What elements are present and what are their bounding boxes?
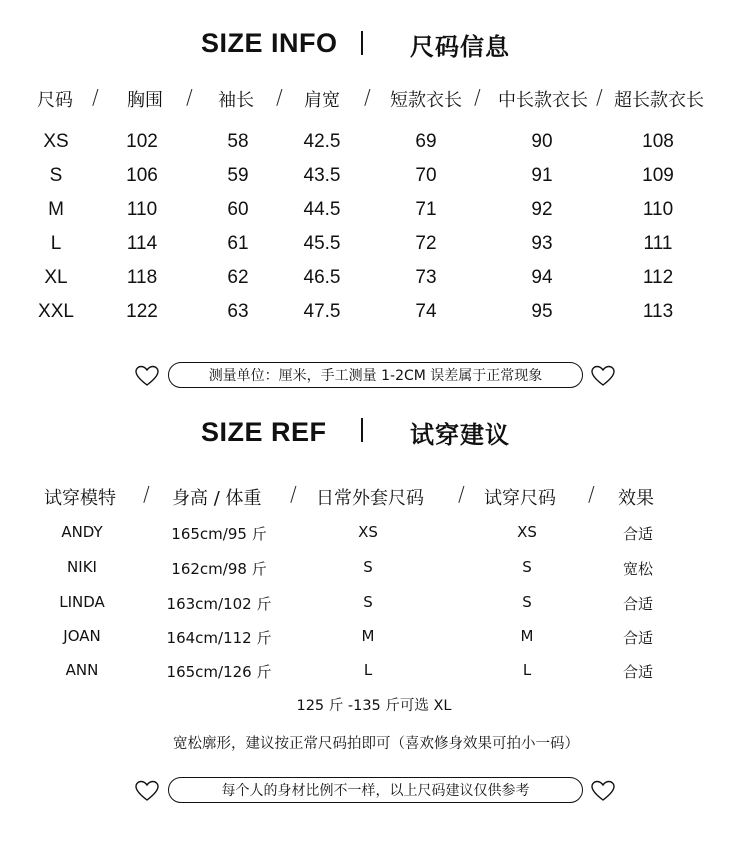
- measurement-cell: 73: [415, 267, 437, 288]
- model-name-cell: NIKI: [67, 558, 97, 576]
- model-name-cell: JOAN: [63, 627, 101, 645]
- measurement-cell: 95: [531, 301, 553, 322]
- measurement-cell: 45.5: [303, 233, 341, 254]
- measurement-cell: 109: [642, 165, 674, 186]
- header-slash-divider: /: [186, 85, 193, 109]
- measurement-cell: 92: [531, 199, 553, 220]
- header-slash-divider: /: [596, 85, 603, 109]
- header-slash-divider: /: [458, 482, 465, 506]
- heart-outline-icon: [590, 364, 616, 388]
- tried-size-cell: S: [522, 558, 532, 576]
- measurement-cell: 62: [227, 267, 249, 288]
- fit-effect-cell: 合适: [622, 663, 654, 681]
- measurement-cell: 114: [126, 233, 158, 254]
- daily-size-cell: M: [361, 627, 375, 645]
- measurement-cell: 118: [126, 267, 158, 288]
- header-slash-divider: /: [290, 482, 297, 506]
- reference-disclaimer-pill: 每个人的身材比例不一样，以上尺码建议仅供参考: [168, 777, 583, 803]
- model-name-cell: ANN: [65, 661, 99, 679]
- measurement-cell: 108: [642, 131, 674, 152]
- daily-size-cell: L: [363, 661, 373, 679]
- measurement-cell: 70: [415, 165, 437, 186]
- measurement-cell: 110: [642, 199, 674, 220]
- header-slash-divider: /: [588, 482, 595, 506]
- measurement-cell: 106: [126, 165, 158, 186]
- measurement-cell: 112: [642, 267, 674, 288]
- weight-range-note: 125 斤 -135 斤可选 XL: [296, 698, 452, 714]
- measurement-cell: 63: [227, 301, 249, 322]
- size-label-cell: XS: [43, 131, 69, 152]
- size-label-cell: S: [49, 165, 63, 186]
- size-info-column-header: 肩宽: [304, 90, 340, 111]
- measurement-cell: 102: [126, 131, 158, 152]
- tried-size-cell: L: [522, 661, 532, 679]
- measurement-cell: 46.5: [303, 267, 341, 288]
- title-separator: [361, 31, 363, 55]
- size-info-title-zh: 尺码信息: [410, 33, 510, 61]
- tried-size-cell: M: [520, 627, 534, 645]
- daily-size-cell: S: [363, 593, 373, 611]
- measurement-cell: 72: [415, 233, 437, 254]
- measurement-cell: 61: [227, 233, 249, 254]
- size-ref-column-header: 试穿模特: [44, 488, 116, 509]
- heart-outline-icon: [590, 779, 616, 803]
- measurement-cell: 59: [227, 165, 249, 186]
- size-label-cell: M: [48, 199, 64, 220]
- size-ref-title-zh: 试穿建议: [410, 421, 510, 449]
- tried-size-cell: S: [522, 593, 532, 611]
- size-label-cell: XXL: [38, 301, 74, 322]
- measurement-cell: 44.5: [303, 199, 341, 220]
- size-ref-title-en: SIZE REF: [201, 417, 327, 447]
- height-weight-cell: 165cm/126 斤: [166, 663, 272, 681]
- size-info-column-header: 尺码: [37, 90, 73, 111]
- fit-effect-cell: 合适: [622, 525, 654, 543]
- tried-size-cell: XS: [517, 523, 537, 541]
- height-weight-cell: 165cm/95 斤: [171, 525, 267, 543]
- measurement-note-pill: 测量单位：厘米，手工测量 1-2CM 误差属于正常现象: [168, 362, 583, 388]
- size-label-cell: XL: [44, 267, 68, 288]
- header-slash-divider: /: [143, 482, 150, 506]
- measurement-cell: 60: [227, 199, 249, 220]
- fit-effect-cell: 合适: [622, 629, 654, 647]
- fit-effect-cell: 合适: [622, 595, 654, 613]
- header-slash-divider: /: [92, 85, 99, 109]
- size-info-column-header: 胸围: [127, 90, 163, 111]
- measurement-cell: 58: [227, 131, 249, 152]
- measurement-cell: 91: [531, 165, 553, 186]
- daily-size-cell: S: [363, 558, 373, 576]
- measurement-cell: 122: [126, 301, 158, 322]
- model-name-cell: LINDA: [59, 593, 105, 611]
- measurement-cell: 110: [126, 199, 158, 220]
- size-ref-column-header: 效果: [618, 488, 654, 509]
- heart-outline-icon: [134, 364, 160, 388]
- height-weight-cell: 162cm/98 斤: [171, 560, 267, 578]
- heart-outline-icon: [134, 779, 160, 803]
- height-weight-cell: 164cm/112 斤: [166, 629, 272, 647]
- measurement-cell: 47.5: [303, 301, 341, 322]
- measurement-cell: 74: [415, 301, 437, 322]
- header-slash-divider: /: [364, 85, 371, 109]
- fit-note: 宽松廓形，建议按正常尺码拍即可（喜欢修身效果可拍小一码）: [173, 736, 579, 752]
- model-name-cell: ANDY: [61, 523, 103, 541]
- daily-size-cell: XS: [358, 523, 378, 541]
- size-info-column-header: 短款衣长: [390, 90, 462, 111]
- header-slash-divider: /: [276, 85, 283, 109]
- height-weight-cell: 163cm/102 斤: [166, 595, 272, 613]
- measurement-cell: 94: [531, 267, 553, 288]
- measurement-cell: 113: [642, 301, 674, 322]
- title-separator: [361, 418, 363, 442]
- size-label-cell: L: [50, 233, 62, 254]
- size-info-title-en: SIZE INFO: [201, 28, 338, 58]
- measurement-cell: 111: [643, 233, 673, 254]
- fit-effect-cell: 宽松: [622, 560, 654, 578]
- measurement-cell: 69: [415, 131, 437, 152]
- measurement-cell: 42.5: [303, 131, 341, 152]
- measurement-cell: 71: [415, 199, 437, 220]
- size-ref-column-header: 日常外套尺码: [316, 488, 424, 509]
- measurement-cell: 93: [531, 233, 553, 254]
- measurement-cell: 90: [531, 131, 553, 152]
- header-slash-divider: /: [474, 85, 481, 109]
- size-ref-column-header: 身高 / 体重: [172, 488, 262, 509]
- size-info-column-header: 袖长: [218, 90, 254, 111]
- size-info-column-header: 超长款衣长: [614, 90, 704, 111]
- measurement-cell: 43.5: [303, 165, 341, 186]
- size-info-column-header: 中长款衣长: [498, 90, 588, 111]
- size-ref-column-header: 试穿尺码: [484, 488, 556, 509]
